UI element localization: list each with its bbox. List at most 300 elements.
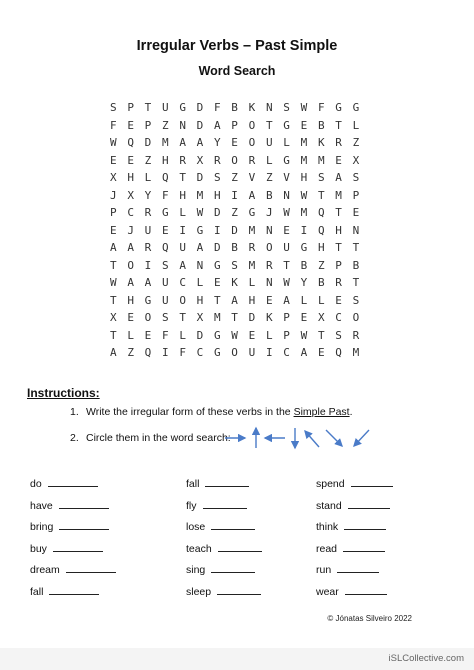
page-subtitle: Word Search xyxy=(198,64,276,78)
grid-letter: E xyxy=(300,311,308,325)
grid-letter: R xyxy=(352,328,360,342)
grid-letter: Y xyxy=(213,136,221,150)
grid-letter: H xyxy=(335,223,342,237)
grid-letter: S xyxy=(317,171,325,185)
grid-letter: H xyxy=(213,188,221,202)
grid-letter: E xyxy=(144,328,152,342)
grid-letter: I xyxy=(300,223,308,237)
grid-letter: R xyxy=(144,206,152,220)
verb-item xyxy=(316,562,379,576)
verb-label: spend xyxy=(316,478,345,490)
grid-letter: E xyxy=(352,206,360,220)
grid-letter: P xyxy=(335,258,342,272)
grid-letter: C xyxy=(335,311,342,325)
grid-letter: E xyxy=(335,153,342,167)
grid-row xyxy=(110,117,370,135)
grid-letter: E xyxy=(127,153,134,167)
grid-letter: B xyxy=(317,276,325,290)
verb-item xyxy=(186,498,247,512)
grid-row xyxy=(110,99,370,117)
page-title: Irregular Verbs – Past Simple xyxy=(136,38,338,54)
verb-item xyxy=(316,498,390,512)
grid-letter: D xyxy=(196,101,204,115)
copyright: © Jónatas Silveiro 2022 xyxy=(327,614,412,623)
grid-letter: I xyxy=(265,346,273,360)
grid-letter: T xyxy=(317,328,325,342)
grid-letter: E xyxy=(283,223,290,237)
grid-letter: U xyxy=(161,293,169,307)
grid-letter: V xyxy=(248,171,256,185)
grid-letter: D xyxy=(248,311,256,325)
grid-letter: Z xyxy=(144,153,152,167)
grid-letter: W xyxy=(300,188,308,202)
grid-letter: T xyxy=(144,101,152,115)
grid-letter: C xyxy=(179,276,186,290)
grid-letter: L xyxy=(127,328,134,342)
answer-blank[interactable] xyxy=(351,476,393,487)
grid-letter: S xyxy=(213,171,221,185)
verb-label: bring xyxy=(30,521,54,533)
grid-letter: L xyxy=(265,153,273,167)
grid-letter: E xyxy=(265,293,273,307)
grid-letter: B xyxy=(317,118,325,132)
grid-letter: P xyxy=(110,206,117,220)
grid-letter: M xyxy=(300,206,308,220)
grid-letter: M xyxy=(248,258,256,272)
grid-letter: E xyxy=(110,223,117,237)
grid-letter: R xyxy=(248,241,256,255)
grid-letter: U xyxy=(161,101,169,115)
grid-letter: E xyxy=(127,118,134,132)
grid-letter: T xyxy=(352,241,360,255)
grid-letter: B xyxy=(352,258,360,272)
grid-letter: G xyxy=(144,293,152,307)
grid-letter: U xyxy=(144,223,152,237)
grid-letter: G xyxy=(179,101,186,115)
arrow-up-left-icon xyxy=(305,431,319,447)
grid-letter: A xyxy=(213,118,221,132)
verb-label: run xyxy=(316,564,332,576)
grid-letter: M xyxy=(300,136,308,150)
grid-letter: T xyxy=(335,241,342,255)
footer-brand: iSLCollective.com xyxy=(388,653,464,664)
grid-letter: Q xyxy=(335,346,342,360)
verb-label: wear xyxy=(316,585,339,598)
verb-item xyxy=(186,584,261,598)
answer-blank[interactable] xyxy=(48,476,98,487)
grid-letter: D xyxy=(231,223,238,237)
grid-letter: N xyxy=(179,118,186,132)
grid-letter: G xyxy=(213,328,221,342)
grid-letter: P xyxy=(283,328,290,342)
grid-letter: E xyxy=(110,153,117,167)
grid-letter: Q xyxy=(161,171,169,185)
grid-letter: P xyxy=(127,101,134,115)
grid-letter: Z xyxy=(127,346,134,360)
grid-letter: Z xyxy=(231,206,238,220)
grid-letter: M xyxy=(352,346,360,360)
grid-letter: E xyxy=(300,118,308,132)
grid-letter: N xyxy=(265,223,273,237)
grid-letter: A xyxy=(231,293,238,307)
grid-row xyxy=(110,309,370,327)
verb-label: fly xyxy=(186,499,197,512)
grid-letter: L xyxy=(265,328,273,342)
grid-row xyxy=(110,134,370,152)
grid-letter: A xyxy=(110,346,117,360)
grid-letter: D xyxy=(196,328,204,342)
grid-letter: X xyxy=(196,153,204,167)
grid-letter: Q xyxy=(161,241,169,255)
grid-letter: F xyxy=(161,188,169,202)
grid-letter: F xyxy=(213,101,221,115)
answer-blank[interactable] xyxy=(343,541,385,552)
grid-letter: O xyxy=(265,241,273,255)
grid-letter: U xyxy=(248,346,256,360)
direction-arrows xyxy=(223,426,373,450)
grid-letter: Q xyxy=(317,206,325,220)
verb-label: sing xyxy=(186,564,206,576)
grid-row xyxy=(110,344,370,362)
grid-letter: A xyxy=(248,188,256,202)
grid-letter: W xyxy=(300,328,308,342)
answer-blank[interactable] xyxy=(203,498,247,509)
grid-letter: J xyxy=(110,188,117,202)
grid-letter: O xyxy=(179,293,186,307)
answer-blank[interactable] xyxy=(337,562,379,573)
grid-row xyxy=(110,239,370,257)
grid-letter: A xyxy=(127,241,134,255)
grid-letter: G xyxy=(300,241,308,255)
verb-item xyxy=(186,562,255,576)
grid-letter: T xyxy=(231,311,238,325)
grid-letter: W xyxy=(231,328,238,342)
grid-letter: T xyxy=(335,118,342,132)
grid-letter: M xyxy=(248,223,256,237)
verb-label: buy xyxy=(30,542,47,555)
grid-letter: D xyxy=(213,206,221,220)
grid-letter: O xyxy=(231,153,238,167)
simple-past-link: Simple Past xyxy=(293,406,350,418)
verb-label: teach xyxy=(186,542,212,555)
grid-letter: P xyxy=(144,118,152,132)
grid-letter: M xyxy=(196,188,204,202)
grid-letter: N xyxy=(352,223,360,237)
grid-letter: H xyxy=(127,293,134,307)
grid-letter: T xyxy=(179,311,186,325)
answer-blank[interactable] xyxy=(217,584,261,595)
instructions-heading: Instructions: xyxy=(27,386,100,400)
verb-item xyxy=(30,562,116,576)
grid-letter: Z xyxy=(231,171,238,185)
grid-letter: Q xyxy=(144,346,152,360)
answer-blank[interactable] xyxy=(345,584,387,595)
answer-blank[interactable] xyxy=(218,541,262,552)
grid-letter: P xyxy=(283,311,290,325)
grid-letter: E xyxy=(231,136,238,150)
grid-letter: A xyxy=(127,276,134,290)
grid-letter: S xyxy=(110,101,117,115)
grid-letter: C xyxy=(127,206,134,220)
grid-letter: A xyxy=(144,276,152,290)
grid-letter: G xyxy=(248,206,256,220)
grid-letter: S xyxy=(335,328,342,342)
grid-letter: X xyxy=(127,188,134,202)
verb-label: stand xyxy=(316,499,342,512)
grid-letter: O xyxy=(231,346,238,360)
answer-blank[interactable] xyxy=(66,562,116,573)
verb-item xyxy=(30,541,103,555)
answer-blank[interactable] xyxy=(344,519,386,530)
grid-letter: F xyxy=(317,101,325,115)
grid-letter: Z xyxy=(352,136,360,150)
grid-letter: L xyxy=(144,171,152,185)
grid-letter: F xyxy=(110,118,117,132)
grid-letter: W xyxy=(196,206,204,220)
grid-row xyxy=(110,152,370,170)
verb-item xyxy=(186,476,249,490)
verb-item xyxy=(30,498,109,512)
grid-letter: R xyxy=(144,241,152,255)
grid-letter: A xyxy=(196,241,204,255)
grid-letter: I xyxy=(144,258,152,272)
grid-letter: O xyxy=(248,136,256,150)
grid-letter: D xyxy=(196,171,204,185)
step-number: 1. xyxy=(70,406,79,418)
grid-letter: A xyxy=(300,346,308,360)
grid-letter: H xyxy=(300,171,308,185)
grid-letter: K xyxy=(317,136,325,150)
verb-label: read xyxy=(316,542,338,555)
grid-letter: S xyxy=(161,258,169,272)
grid-row xyxy=(110,169,370,187)
step-text: Circle them in the word search: xyxy=(86,432,231,444)
grid-letter: D xyxy=(196,118,204,132)
grid-letter: G xyxy=(335,101,342,115)
grid-letter: M xyxy=(213,311,221,325)
verb-item xyxy=(316,541,385,555)
grid-letter: Y xyxy=(144,188,152,202)
grid-letter: X xyxy=(317,311,325,325)
grid-letter: A xyxy=(196,136,204,150)
footer-bar xyxy=(0,648,474,670)
grid-letter: Z xyxy=(161,118,169,132)
grid-letter: U xyxy=(161,276,169,290)
grid-letter: Q xyxy=(317,223,325,237)
step-number: 2. xyxy=(70,432,79,444)
grid-letter: A xyxy=(110,241,117,255)
grid-letter: Q xyxy=(127,136,134,150)
verb-item xyxy=(186,519,255,533)
grid-letter: C xyxy=(283,346,290,360)
grid-letter: N xyxy=(265,101,273,115)
verb-item xyxy=(30,476,98,490)
grid-letter: T xyxy=(265,118,273,132)
grid-letter: V xyxy=(283,171,290,185)
grid-letter: K xyxy=(265,311,273,325)
grid-letter: B xyxy=(300,258,308,272)
grid-letter: R xyxy=(179,153,186,167)
grid-letter: R xyxy=(335,136,342,150)
grid-letter: L xyxy=(317,293,325,307)
grid-letter: C xyxy=(196,346,204,360)
grid-letter: E xyxy=(335,293,342,307)
grid-letter: O xyxy=(127,258,134,272)
grid-letter: L xyxy=(248,276,256,290)
grid-row xyxy=(110,327,370,345)
grid-letter: W xyxy=(283,206,290,220)
grid-letter: P xyxy=(231,118,238,132)
answer-blank[interactable] xyxy=(49,584,99,595)
grid-letter: O xyxy=(248,118,256,132)
grid-letter: W xyxy=(300,101,308,115)
grid-letter: N xyxy=(265,276,273,290)
grid-letter: T xyxy=(110,293,117,307)
grid-letter: K xyxy=(248,101,256,115)
grid-letter: W xyxy=(110,136,117,150)
grid-row xyxy=(110,187,370,205)
verb-item xyxy=(30,584,99,598)
grid-letter: L xyxy=(300,293,308,307)
word-search-grid xyxy=(110,99,370,362)
grid-letter: T xyxy=(110,258,117,272)
grid-letter: R xyxy=(248,153,256,167)
grid-letter: T xyxy=(352,276,360,290)
verb-label: do xyxy=(30,478,42,490)
grid-letter: R xyxy=(335,276,342,290)
grid-letter: T xyxy=(335,206,342,220)
answer-blank[interactable] xyxy=(59,519,109,530)
grid-letter: Y xyxy=(300,276,308,290)
grid-letter: H xyxy=(196,293,204,307)
grid-letter: T xyxy=(110,328,117,342)
step-text: Write the irregular form of these verbs in the xyxy=(86,406,294,418)
grid-letter: S xyxy=(352,293,360,307)
grid-letter: I xyxy=(213,223,221,237)
grid-letter: Z xyxy=(317,258,325,272)
grid-letter: K xyxy=(231,276,238,290)
grid-letter: S xyxy=(231,258,238,272)
grid-letter: E xyxy=(213,276,221,290)
grid-letter: O xyxy=(144,311,152,325)
arrow-down-right-icon xyxy=(326,430,342,446)
grid-letter: M xyxy=(161,136,169,150)
grid-letter: M xyxy=(300,153,308,167)
grid-letter: B xyxy=(231,241,238,255)
grid-letter: L xyxy=(352,118,360,132)
grid-letter: J xyxy=(265,206,273,220)
grid-letter: H xyxy=(161,153,169,167)
grid-letter: S xyxy=(283,101,290,115)
grid-letter: S xyxy=(352,171,360,185)
grid-letter: G xyxy=(352,101,360,115)
grid-letter: E xyxy=(161,223,169,237)
grid-letter: G xyxy=(213,258,221,272)
verb-item xyxy=(30,519,109,533)
grid-letter: F xyxy=(179,346,186,360)
grid-letter: B xyxy=(231,101,238,115)
grid-letter: A xyxy=(283,293,290,307)
grid-letter: E xyxy=(317,346,325,360)
grid-letter: G xyxy=(283,118,290,132)
grid-letter: O xyxy=(352,311,360,325)
grid-letter: M xyxy=(335,188,342,202)
grid-letter: U xyxy=(283,241,290,255)
grid-letter: X xyxy=(110,171,117,185)
grid-letter: Z xyxy=(265,171,273,185)
grid-letter: X xyxy=(110,311,117,325)
grid-letter: H xyxy=(317,241,325,255)
grid-letter: M xyxy=(317,153,325,167)
grid-letter: X xyxy=(352,153,360,167)
instruction-step-1 xyxy=(70,406,353,418)
grid-letter: L xyxy=(179,328,186,342)
answer-blank[interactable] xyxy=(211,562,255,573)
grid-row xyxy=(110,222,370,240)
grid-letter: W xyxy=(283,276,290,290)
grid-letter: A xyxy=(335,171,342,185)
grid-letter: T xyxy=(179,171,186,185)
grid-letter: I xyxy=(179,223,186,237)
grid-letter: H xyxy=(127,171,134,185)
instruction-step-2 xyxy=(70,432,231,444)
verb-label: think xyxy=(316,521,339,533)
step-end: . xyxy=(349,406,353,418)
answer-blank[interactable] xyxy=(348,498,390,509)
grid-letter: X xyxy=(196,311,204,325)
verb-item xyxy=(186,541,262,555)
grid-letter: G xyxy=(196,223,204,237)
verb-item xyxy=(316,519,386,533)
answer-blank[interactable] xyxy=(59,498,109,509)
grid-letter: L xyxy=(196,276,204,290)
grid-letter: T xyxy=(283,258,290,272)
answer-blank[interactable] xyxy=(205,476,249,487)
arrow-down-left-icon xyxy=(354,430,369,446)
verb-item xyxy=(316,584,387,598)
grid-letter: F xyxy=(161,328,169,342)
answer-blank[interactable] xyxy=(53,541,103,552)
grid-letter: U xyxy=(179,241,186,255)
grid-letter: T xyxy=(317,188,325,202)
grid-letter: W xyxy=(110,276,117,290)
grid-letter: D xyxy=(144,136,152,150)
grid-letter: L xyxy=(179,206,186,220)
grid-letter: I xyxy=(161,346,169,360)
grid-row xyxy=(110,257,370,275)
grid-row xyxy=(110,292,370,310)
grid-letter: G xyxy=(161,206,169,220)
grid-letter: I xyxy=(231,188,238,202)
answer-blank[interactable] xyxy=(211,519,255,530)
grid-letter: R xyxy=(265,258,273,272)
grid-letter: E xyxy=(248,328,256,342)
grid-letter: J xyxy=(127,223,134,237)
grid-letter: B xyxy=(265,188,273,202)
grid-letter: P xyxy=(352,188,360,202)
grid-letter: N xyxy=(283,188,290,202)
verb-label: fall xyxy=(186,478,200,490)
grid-letter: A xyxy=(179,258,186,272)
grid-letter: E xyxy=(127,311,134,325)
verb-label: dream xyxy=(30,564,60,576)
verb-label: lose xyxy=(186,521,206,533)
grid-letter: H xyxy=(179,188,186,202)
grid-letter: G xyxy=(283,153,290,167)
grid-letter: D xyxy=(213,241,221,255)
grid-letter: G xyxy=(213,346,221,360)
grid-letter: S xyxy=(161,311,169,325)
